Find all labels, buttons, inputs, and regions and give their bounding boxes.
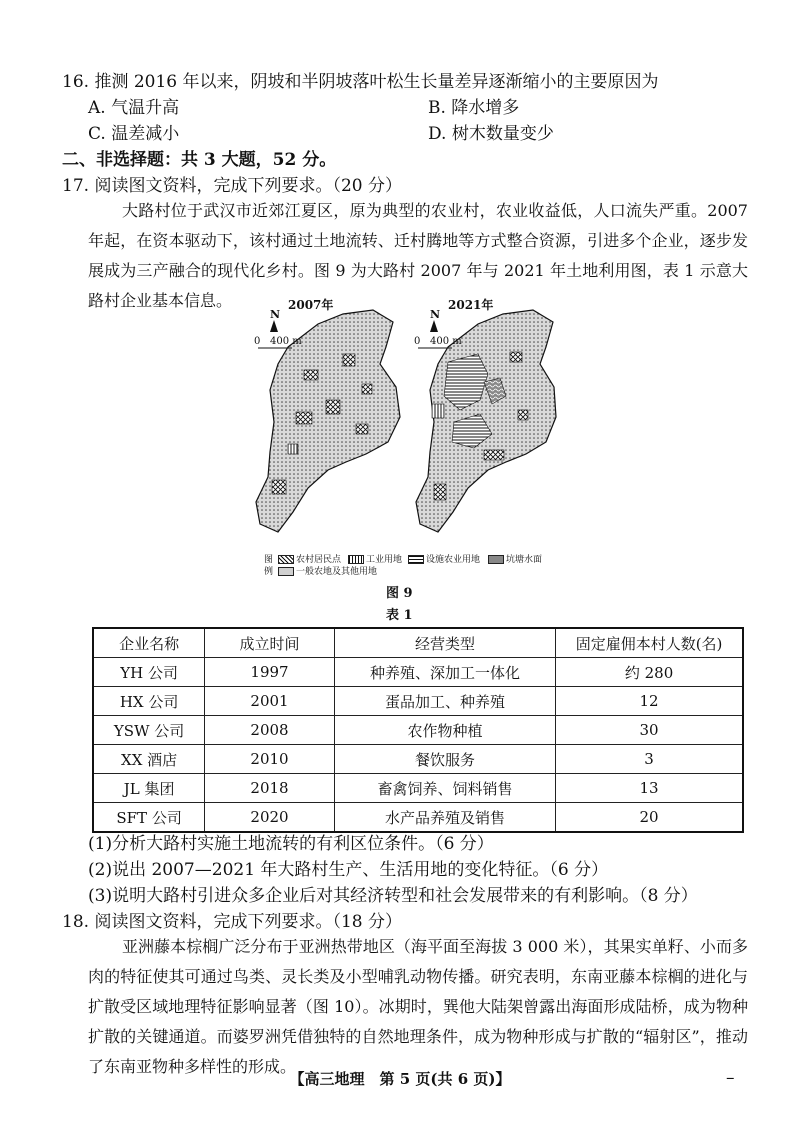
table-row <box>93 774 743 803</box>
table-cell: YH 公司 <box>93 658 205 687</box>
table-cell: 13 <box>556 774 743 803</box>
header-founded: 成立时间 <box>205 628 335 658</box>
header-company-name: 企业名称 <box>93 628 205 658</box>
figure-9 <box>248 292 558 582</box>
scale-label-2021: 400 m <box>430 336 462 347</box>
legend-item-facility-agriculture: 设施农业用地 <box>408 552 480 565</box>
table-cell: 2010 <box>205 745 335 774</box>
q18-title: 18. 阅读图文资料，完成下列要求。（18 分） <box>62 912 402 932</box>
legend-item-industrial: 工业用地 <box>348 552 402 565</box>
table-header-row <box>93 628 743 658</box>
q17-sub-1: (1)分析大路村实施土地流转的有利区位条件。（6 分） <box>88 834 494 854</box>
north-label-2021: N <box>430 308 441 321</box>
table-cell: 12 <box>556 687 743 716</box>
table-cell: 2020 <box>205 803 335 833</box>
table-cell: 1997 <box>205 658 335 687</box>
table-cell: 2018 <box>205 774 335 803</box>
q17-sub-3: (3)说明大路村引进众多企业后对其经济转型和社会发展带来的有利影响。（8 分） <box>88 886 698 906</box>
land-use-maps <box>248 292 558 552</box>
map-2007-title: 2007年 <box>288 298 334 312</box>
q16-option-a: A. 气温升高 <box>88 98 180 118</box>
table-cell: 蛋品加工、种养殖 <box>334 687 555 716</box>
q16-option-b: B. 降水增多 <box>428 98 520 118</box>
table-cell: XX 酒店 <box>93 745 205 774</box>
table-cell: 20 <box>556 803 743 833</box>
table-row <box>93 745 743 774</box>
table-cell: YSW 公司 <box>93 716 205 745</box>
table-cell: 餐饮服务 <box>334 745 555 774</box>
pond-swatch-icon <box>488 555 504 564</box>
residential-swatch-icon <box>278 555 294 564</box>
q17-title: 17. 阅读图文资料，完成下列要求。（20 分） <box>62 176 402 196</box>
table-cell: 2008 <box>205 716 335 745</box>
legend-item-farmland: 一般农地及其他用地 <box>278 564 377 577</box>
q18-paragraph: 亚洲藤本棕榈广泛分布于亚洲热带地区（海平面至海拔 3 000 米），其果实单籽、小而多肉的特征使其可通过鸟类、灵长类及小型哺乳动物传播。研究表明，东南亚藤本棕榈的进化与扩散受区域地理特征影响显著（图 10）。冰期时，巽他大陆架曾露出海面形成陆桥，成为物种扩散的关键通道。而婆罗洲凭借独特的自然地理条件，成为物种形成与扩散的“辐射区”，推动了东南亚物种多样性的形成。 <box>88 937 748 1076</box>
q17-paragraph: 大路村位于武汉市近郊江夏区，原为典型的农业村，农业收益低，人口流失严重。2007 年起，在资本驱动下，该村通过土地流转、迁村腾地等方式整合资源，引进多个企业，逐步发展成为三产融合的现代化乡村。图 9 为大路村 2007 年与 2021 年土地利用图，表 1 示意大路村企业基本信息。 <box>88 201 748 310</box>
table-row <box>93 658 743 687</box>
figure-9-caption: 图 9 <box>386 586 413 601</box>
table-cell: 3 <box>556 745 743 774</box>
corner-mark: – <box>726 1068 735 1088</box>
north-label-2007: N <box>270 308 281 321</box>
scale-label-2007: 400 m <box>270 336 302 347</box>
table-cell: 2001 <box>205 687 335 716</box>
scale-zero-2021: 0 <box>414 336 421 347</box>
map-2021-title: 2021年 <box>448 298 494 312</box>
table-row <box>93 687 743 716</box>
q16-stem: 16. 推测 2016 年以来，阴坡和半阴坡落叶松生长量差异逐渐缩小的主要原因为 <box>62 72 659 92</box>
table-cell: 种养殖、深加工一体化 <box>334 658 555 687</box>
q16-option-c: C. 温差减小 <box>88 124 180 144</box>
north-arrow-2007 <box>270 320 278 332</box>
industrial-swatch-icon <box>348 555 364 564</box>
table-cell: 水产品养殖及销售 <box>334 803 555 833</box>
legend-head-1: 图 <box>264 555 274 565</box>
table-cell: 农作物种植 <box>334 716 555 745</box>
legend-item-pond: 坑塘水面 <box>488 552 542 565</box>
section-2-heading: 二、非选择题：共 3 大题，52 分。 <box>62 150 337 170</box>
table-cell: SFT 公司 <box>93 803 205 833</box>
table-row <box>93 716 743 745</box>
q17-sub-2: (2)说出 2007—2021 年大路村生产、生活用地的变化特征。（6 分） <box>88 860 609 880</box>
page-footer: 【高三地理 第 5 页(共 6 页)】 <box>289 1070 511 1088</box>
north-arrow-2021 <box>430 320 438 332</box>
farmland-swatch-icon <box>278 567 294 576</box>
table-row <box>93 803 743 833</box>
table-cell: HX 公司 <box>93 687 205 716</box>
legend-item-residential: 农村居民点 <box>278 552 341 565</box>
header-employees: 固定雇佣本村人数(名) <box>556 628 743 658</box>
scale-zero-2007: 0 <box>254 336 261 347</box>
header-business-type: 经营类型 <box>334 628 555 658</box>
table-cell: 30 <box>556 716 743 745</box>
table-cell: 约 280 <box>556 658 743 687</box>
enterprise-table <box>92 627 744 833</box>
legend-head-2: 例 <box>264 567 274 577</box>
facility-agriculture-swatch-icon <box>408 555 424 564</box>
table-1-caption: 表 1 <box>386 608 413 623</box>
table-cell: JL 集团 <box>93 774 205 803</box>
q16-option-d: D. 树木数量变少 <box>428 124 554 144</box>
table-cell: 畜禽饲养、饲料销售 <box>334 774 555 803</box>
